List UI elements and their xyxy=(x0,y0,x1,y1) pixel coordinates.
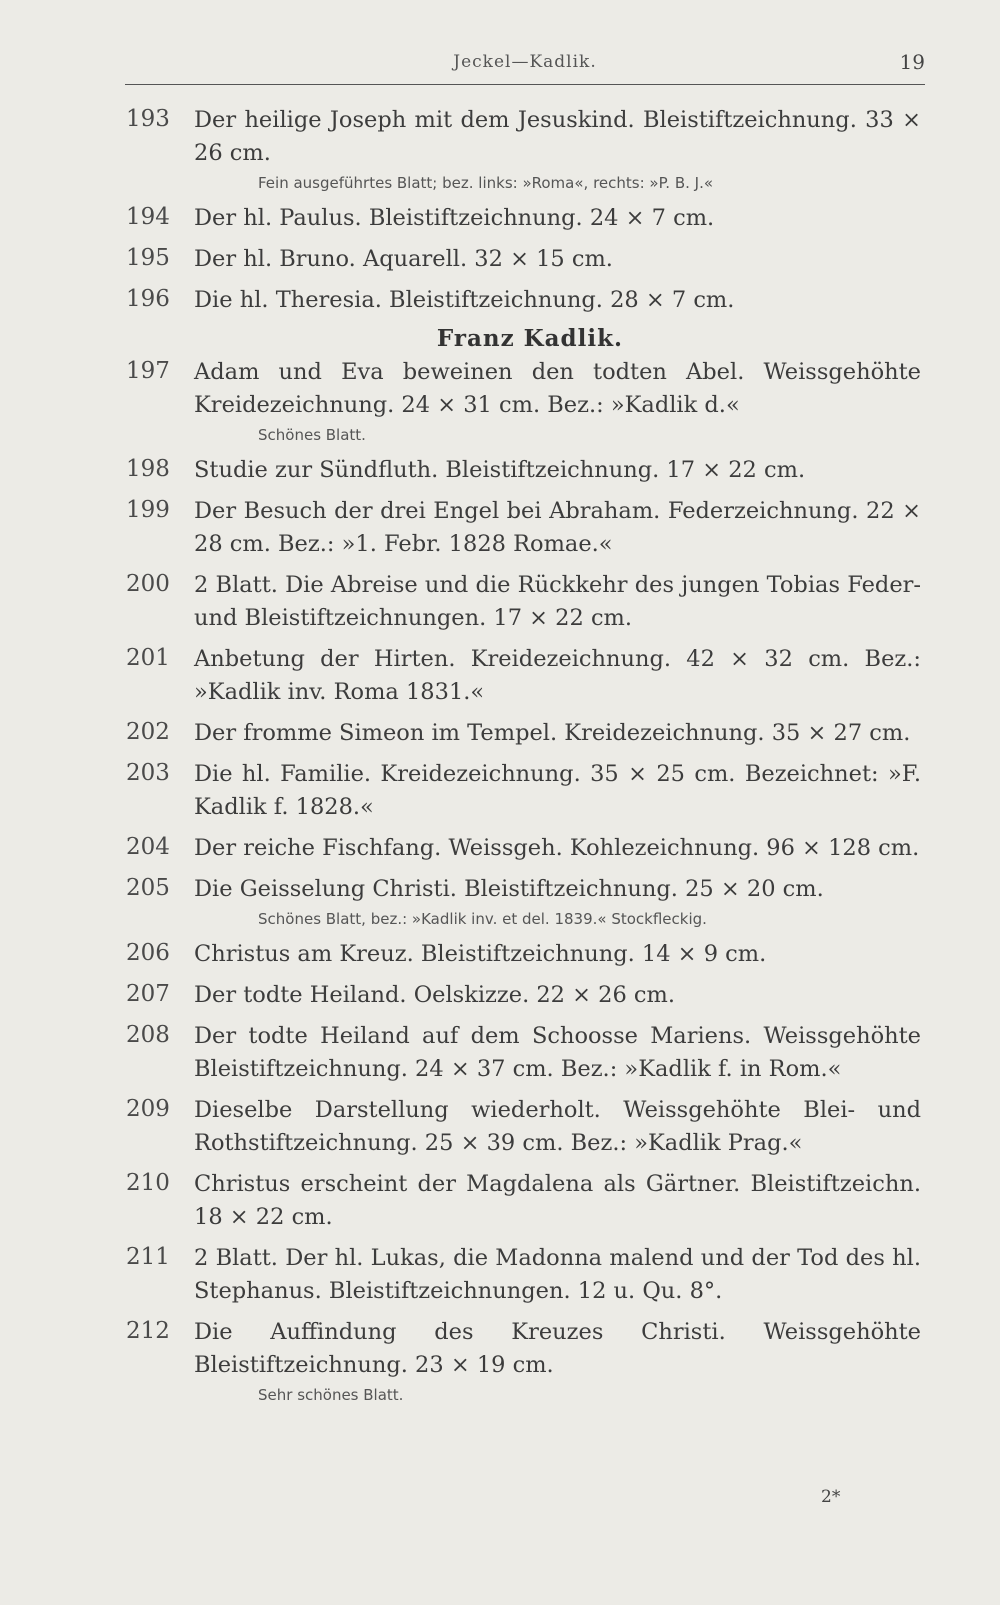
catalog-entry xyxy=(0,979,1000,1012)
entry-text: Adam und Eva beweinen den todten Abel. Weissgehöhte Kreidezeichnung. 24 × 31 cm. Bez.: »Kadlik d.« xyxy=(194,359,921,418)
entry-number: 210 xyxy=(126,1170,170,1196)
entry-text: 2 Blatt. Der hl. Lukas, die Madonna malend und der Tod des hl. Stephanus. Bleistiftzeichnungen. 12 u. Qu. 8°. xyxy=(194,1245,921,1304)
entry-number: 204 xyxy=(126,834,170,860)
running-title: Jeckel—Kadlik. xyxy=(453,52,597,72)
entry-text: Der Besuch der drei Engel bei Abraham. Federzeichnung. 22 × 28 cm. Bez.: »1. Febr. 1828 Romae.« xyxy=(194,498,921,557)
catalog-entry xyxy=(0,569,1000,635)
entry-number: 193 xyxy=(126,106,170,132)
catalog-entry xyxy=(0,1094,1000,1160)
catalog-entry xyxy=(0,1242,1000,1308)
entry-text: Christus am Kreuz. Bleistiftzeichnung. 14 × 9 cm. xyxy=(194,941,767,967)
catalog-entry xyxy=(0,356,1000,446)
entry-number: 211 xyxy=(126,1244,170,1270)
catalog-entry xyxy=(0,284,1000,317)
entry-text: Studie zur Sündfluth. Bleistiftzeichnung. 17 × 22 cm. xyxy=(194,457,806,483)
entry-number: 208 xyxy=(126,1022,170,1048)
entry-number: 212 xyxy=(126,1318,170,1344)
entry-number: 203 xyxy=(126,760,170,786)
entry-number: 196 xyxy=(126,286,170,312)
catalog-entry xyxy=(0,717,1000,750)
entry-text: Die Geisselung Christi. Bleistiftzeichnung. 25 × 20 cm. xyxy=(194,876,824,902)
entry-text: Die Auffindung des Kreuzes Christi. Weissgehöhte Bleistiftzeichnung. 23 × 19 cm. xyxy=(194,1319,921,1378)
entry-number: 197 xyxy=(126,358,170,384)
entry-number: 202 xyxy=(126,719,170,745)
entry-text: Der reiche Fischfang. Weissgeh. Kohlezeichnung. 96 × 128 cm. xyxy=(194,835,920,861)
entry-note: Schönes Blatt. xyxy=(258,426,366,444)
entry-list-group-2 xyxy=(0,356,1000,1406)
catalog-entry xyxy=(0,202,1000,235)
catalog-entry xyxy=(0,1168,1000,1234)
catalog-entry xyxy=(0,758,1000,824)
catalog-entry xyxy=(0,938,1000,971)
entry-text: Christus erscheint der Magdalena als Gärtner. Bleistiftzeichn. 18 × 22 cm. xyxy=(194,1171,921,1230)
signature-mark: 2* xyxy=(821,1487,841,1507)
entry-text: Die hl. Theresia. Bleistiftzeichnung. 28 × 7 cm. xyxy=(194,287,735,313)
catalog-entry xyxy=(0,495,1000,561)
entry-number: 207 xyxy=(126,981,170,1007)
section-title: Franz Kadlik. xyxy=(436,325,624,352)
catalog-entry xyxy=(0,1020,1000,1086)
catalog-entries xyxy=(0,104,1000,1414)
entry-note: Sehr schönes Blatt. xyxy=(258,1386,404,1404)
entry-number: 200 xyxy=(126,571,170,597)
entry-text: Der heilige Joseph mit dem Jesuskind. Bleistiftzeichnung. 33 × 26 cm. xyxy=(194,107,921,166)
entry-number: 206 xyxy=(126,940,170,966)
catalog-entry xyxy=(0,832,1000,865)
entry-number: 209 xyxy=(126,1096,170,1122)
entry-text: Der hl. Bruno. Aquarell. 32 × 15 cm. xyxy=(194,246,613,272)
catalog-entry xyxy=(0,1316,1000,1406)
page-number: 19 xyxy=(899,50,925,74)
entry-note: Schönes Blatt, bez.: »Kadlik inv. et del. 1839.« Stockfleckig. xyxy=(258,910,707,928)
entry-text: 2 Blatt. Die Abreise und die Rückkehr des jungen Tobias Feder- und Bleistiftzeichnungen. 17 × 22 cm. xyxy=(194,572,921,631)
entry-note: Fein ausgeführtes Blatt; bez. links: »Roma«, rechts: »P. B. J.« xyxy=(258,174,714,192)
entry-list-group-1 xyxy=(0,104,1000,317)
entry-text: Dieselbe Darstellung wiederholt. Weissgehöhte Blei- und Rothstiftzeichnung. 25 × 39 cm. Bez.: »Kadlik Prag.« xyxy=(194,1097,921,1156)
entry-text: Die hl. Familie. Kreidezeichnung. 35 × 25 cm. Bezeichnet: »F. Kadlik f. 1828.« xyxy=(194,761,921,820)
entry-number: 194 xyxy=(126,204,170,230)
entry-text: Der todte Heiland. Oelskizze. 22 × 26 cm. xyxy=(194,982,676,1008)
catalog-entry xyxy=(0,104,1000,194)
entry-number: 201 xyxy=(126,645,170,671)
catalog-entry xyxy=(0,243,1000,276)
entry-text: Der hl. Paulus. Bleistiftzeichnung. 24 × 7 cm. xyxy=(194,205,715,231)
running-header xyxy=(125,50,925,85)
catalog-entry xyxy=(0,643,1000,709)
entry-text: Der todte Heiland auf dem Schoosse Mariens. Weissgehöhte Bleistiftzeichnung. 24 × 37 cm. Bez.: »Kadlik f. in Rom.« xyxy=(194,1023,921,1082)
entry-number: 198 xyxy=(126,456,170,482)
catalog-entry xyxy=(0,873,1000,930)
entry-text: Anbetung der Hirten. Kreidezeichnung. 42 × 32 cm. Bez.: »Kadlik inv. Roma 1831.« xyxy=(194,646,921,705)
entry-number: 205 xyxy=(126,875,170,901)
entry-number: 195 xyxy=(126,245,170,271)
entry-text: Der fromme Simeon im Tempel. Kreidezeichnung. 35 × 27 cm. xyxy=(194,720,911,746)
entry-number: 199 xyxy=(126,497,170,523)
catalog-entry xyxy=(0,454,1000,487)
